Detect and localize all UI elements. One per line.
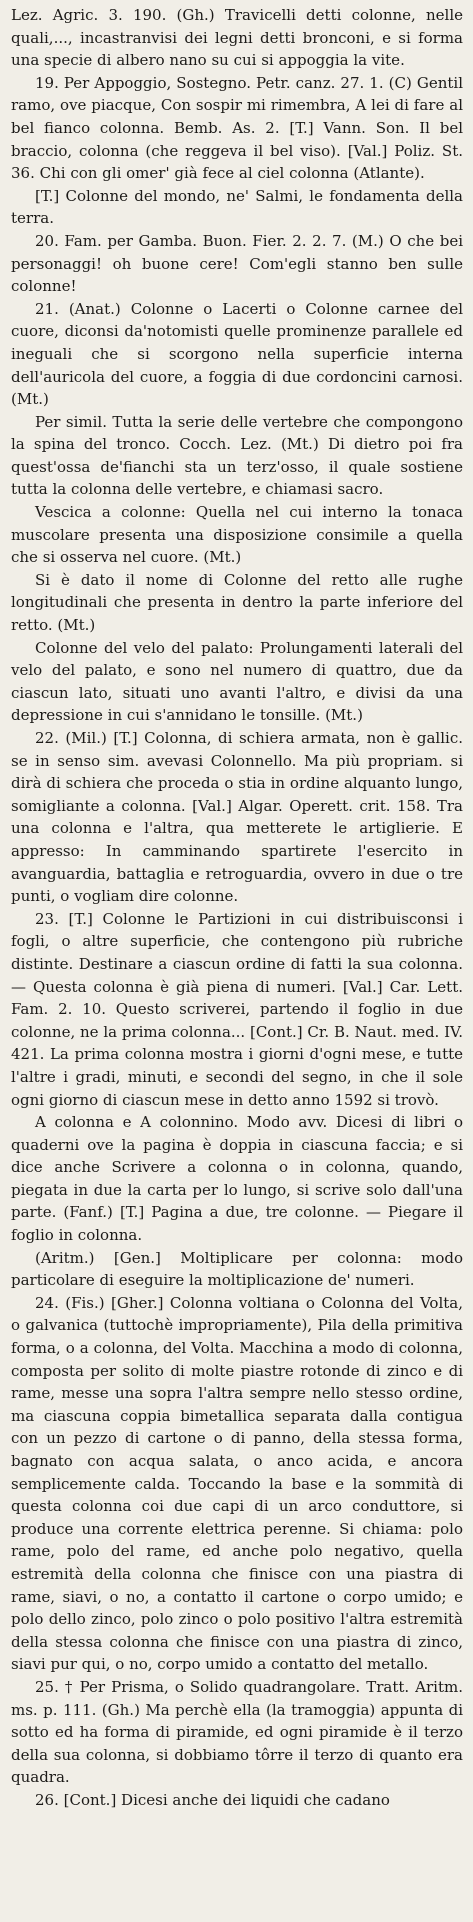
entry-continuation: Lez. Agric. 3. 190. (Gh.) Travicelli detti colonne, nelle quali,..., incastranvisi dei legni detti bronconi, e si forma una specie di albero nano su cui si appoggia la vite. xyxy=(11,6,463,70)
entry-20: 20. Fam. per Gamba. Buon. Fier. 2. 2. 7. (M.) O che bei personaggi! oh buone cere! Com'egli stanno ben sulle colonne! xyxy=(11,231,463,296)
entry-25: 25. † Per Prisma, o Solido quadrangolare. Tratt. Aritm. ms. p. 111. (Gh.) Ma perchè ella (la tramoggia) appunta di sotto ed ha forma di piramide, ed ogni piramide è il terzo della sua colonna, si dobbiamo tôrre il terzo di quanto era quadra. xyxy=(11,1677,463,1787)
entry-21-palato: Colonne del velo del palato: Prolungamenti laterali del velo del palato, e sono nel numero di quattro, due da ciascun lato, situati uno avanti l'altro, e divisi da una depressione in cui s'annidano le tonsille. (Mt.) xyxy=(11,638,463,725)
entry-21: 21. (Anat.) Colonne o Lacerti o Colonne carnee del cuore, diconsi da'notomisti quelle prominenze parallele ed ineguali che si scorgono nella superficie interna dell'auricola del cuore, a foggia di due cordoncini carnosi. (Mt.) xyxy=(11,299,463,409)
entry-23-a-colonna: A colonna e A colonnino. Modo avv. Dicesi di libri o quaderni ove la pagina è doppia in ciascuna faccia; e si dice anche Scrivere a colonna o in colonna, quando, piegata in due la carta per lo lungo, si scrive solo dall'una parte. (Fanf.) [T.] Pagina a due, tre colonne. — Piegare il foglio in colonna. xyxy=(11,1113,463,1245)
entry-19-note: [T.] Colonne del mondo, ne' Salmi, le fondamenta della terra. xyxy=(11,186,463,228)
entry-21-retto: Si è dato il nome di Colonne del retto alle rughe longitudinali che presenta in dentro la parte inferiore del retto. (Mt.) xyxy=(11,570,463,635)
entry-21-simil: Per simil. Tutta la serie delle vertebre che compongono la spina del tronco. Cocch. Lez. (Mt.) Di dietro poi fra quest'ossa de'fianchi sta un terz'osso, il quale sostiene tutta la colonna delle vertebre, e chiamasi sacro. xyxy=(11,412,463,499)
entry-22: 22. (Mil.) [T.] Colonna, di schiera armata, non è gallic. se in senso sim. avevasi Colonnello. Ma più propriam. si dirà di schiera che proceda o stia in ordine alquanto lungo, somigliante a colonna. [Val.] Algar. Operett. crit. 158. Tra una colonna e l'altra, qua metterete le artiglierie. E appresso: In camminando spartirete l'esercito in avanguardia, battaglia e retroguardia, ovvero in due o tre punti, o vogliam dire colonne. xyxy=(11,729,463,906)
entry-24: 24. (Fis.) [Gher.] Colonna voltiana o Colonna del Volta, o galvanica (tuttochè impropriamente), Pila della primitiva forma, o a colonna, del Volta. Macchina a modo di colonna, composta per solito di molte piastre rotonde di zinco e di rame, messe una sopra l'altra sempre nello stesso ordine, ma ciascuna coppia bimetallica separata dalla contigua con un pezzo di cartone o di panno, della stessa forma, bagnato con acqua salata, o anco acida, e ancora semplicemente calda. Toccando la base e la sommità di questa colonna coi due capi di un arco conduttore, si produce una corrente elettrica perenne. Si chiama: polo rame, polo del rame, ed anche polo negativo, quella estremità della colonna che finisce con una piastra di rame, siavi, o no, a contatto il cartone o corpo umido; e polo dello zinco, polo zinco o polo positivo l'altra estremità della stessa colonna che finisce con una piastra di zinco, siavi pur qui, o no, corpo umido a contatto del metallo. xyxy=(11,1293,463,1674)
entry-26: 26. [Cont.] Dicesi anche dei liquidi che cadano xyxy=(35,1790,390,1809)
entry-21-vescica: Vescica a colonne: Quella nel cui interno la tonaca muscolare presenta una disposizione consimile a quella che si osserva nel cuore. (Mt.) xyxy=(11,503,463,567)
entry-19: 19. Per Appoggio, Sostegno. Petr. canz. 27. 1. (C) Gentil ramo, ove piacque, Con sospir mi rimembra, A lei di fare al bel fianco colonna. Bemb. As. 2. [T.] Vann. Son. Il bel braccio, colonna (che reggeva il bel viso). [Val.] Poliz. St. 36. Chi con gli omer' già fece al ciel colonna (Atlante). xyxy=(11,73,463,183)
entry-23: 23. [T.] Colonne le Partizioni in cui distribuisconsi i fogli, o altre superficie, che contengono più rubriche distinte. Destinare a ciascun ordine di fatti la sua colonna. — Questa colonna è già piena di numeri. [Val.] Car. Lett. Fam. 2. 10. Questo scriverei, partendo il foglio in due colonne, ne la prima colonna... [Cont.] Cr. B. Naut. med. IV. 421. La prima colonna mostra i giorni d'ogni mese, e tutte l'altre i gradi, minuti, e secondi del segno, in che il sole ogni giorno di ciascun mese in detto anno 1592 si trovò. xyxy=(11,909,463,1109)
entry-23-aritm: (Aritm.) [Gen.] Moltiplicare per colonna: modo particolare di eseguire la moltiplicazione de' numeri. xyxy=(11,1248,463,1290)
